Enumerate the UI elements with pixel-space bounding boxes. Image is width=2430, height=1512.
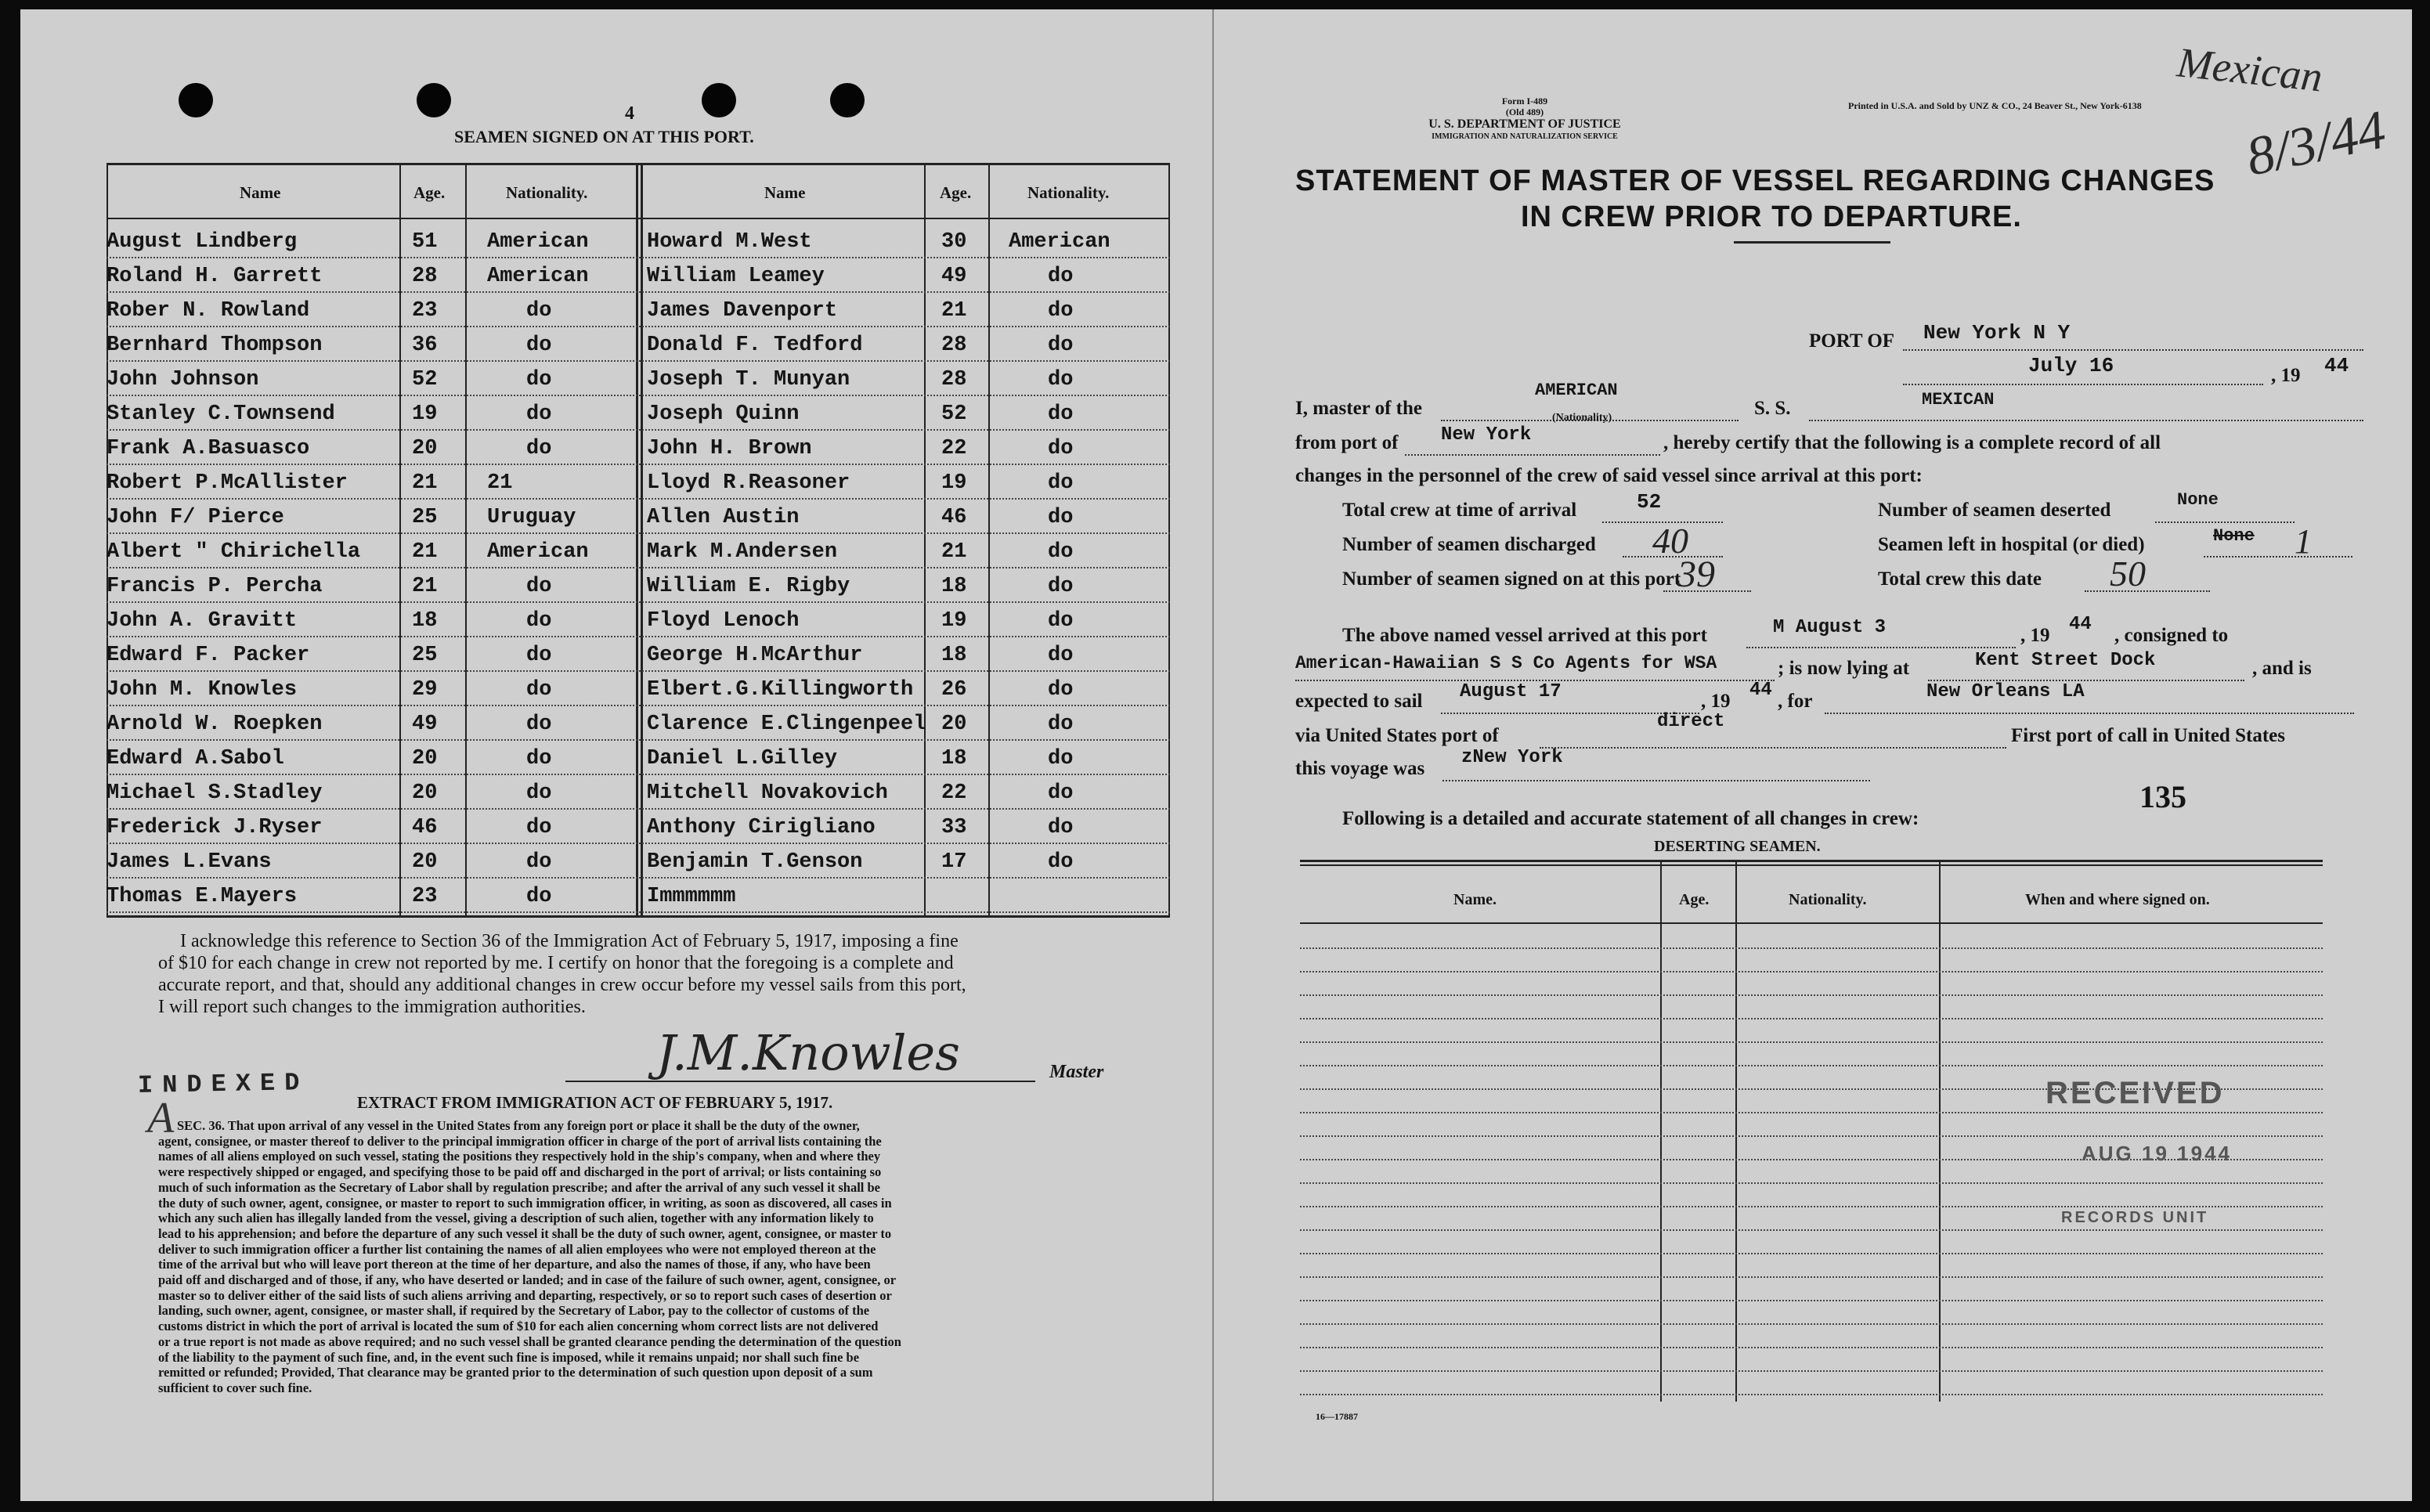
desert-header-signed-on: When and where signed on. <box>2025 891 2210 908</box>
first-port-label: First port of call in United States <box>2011 725 2285 746</box>
crew-age: 52 <box>412 368 438 392</box>
crew-nationality: do <box>1048 781 1074 805</box>
crew-name: William Leamey <box>647 265 825 288</box>
extract-line: lead to his apprehension; and before the departure of any such vessel it shall be the duty of such owner, agent, consignee, or master to <box>158 1225 892 1241</box>
crew-name: Mitchell Novakovich <box>647 781 888 805</box>
crew-name: James L.Evans <box>107 850 272 874</box>
handwritten-date: 8/3/44 <box>2240 99 2391 188</box>
crew-age: 21 <box>412 575 438 598</box>
extract-line: customs district in which the port of arrival is located the sum of $10 for each alien concerning whom correct lists are not delivered <box>158 1319 879 1334</box>
column-header-name: Name <box>240 183 281 202</box>
row-rule <box>107 360 1170 362</box>
punch-hole <box>417 83 451 117</box>
printer-note: Printed in U.S.A. and Sold by UNZ & CO., 24 Beaver St., New York-6138 <box>1848 100 2142 111</box>
extract-title: EXTRACT FROM IMMIGRATION ACT OF FEBRUARY 5, 1917. <box>357 1093 833 1112</box>
crew-name: Mark M.Andersen <box>647 540 838 564</box>
row-rule <box>107 877 1170 879</box>
crew-age: 19 <box>941 471 967 495</box>
crew-name: Lloyd R.Reasoner <box>647 471 850 495</box>
crew-age: 19 <box>412 402 438 426</box>
crew-name: James Davenport <box>647 299 838 323</box>
arrived-label: The above named vessel arrived at this port <box>1342 625 1707 646</box>
acknowledgement-line: accurate report, and that, should any additional changes in crew occur before my vessel sails from this port, <box>158 975 966 995</box>
desert-row-rule <box>1300 1276 2323 1278</box>
crew-age: 49 <box>412 713 438 736</box>
crew-age: 52 <box>941 402 967 426</box>
deserting-table <box>1300 860 2323 1402</box>
voyage-label: this voyage was <box>1295 758 1425 779</box>
crew-age: 18 <box>941 644 967 667</box>
crew-name: George H.McArthur <box>647 644 863 667</box>
crew-nationality: do <box>526 816 552 839</box>
row-rule <box>107 395 1170 396</box>
hospital-label: Seamen left in hospital (or died) <box>1878 534 2145 555</box>
port-label: PORT OF <box>1809 330 1895 352</box>
expected-label: expected to sail <box>1295 691 1423 712</box>
crew-nationality: do <box>1048 368 1074 392</box>
crew-nationality: do <box>1048 644 1074 667</box>
crew-nationality: do <box>1048 471 1074 495</box>
crew-name: August Lindberg <box>107 230 298 254</box>
extract-line: were respectively shipped or engaged, and specifying those to be paid off and discharged in the port of arrival; or lists containing so <box>158 1164 882 1180</box>
deserted-label: Number of seamen deserted <box>1878 500 2111 521</box>
extract-line: master so to deliver either of the said lists of such aliens arriving and departing, respectively, or so to report such cases of desertion or <box>158 1287 892 1303</box>
extract-line: time of the arrival but who will leave port thereon at the time of her departure, and also the names of those, if any, who have been <box>158 1257 871 1272</box>
extract-line: much of such information as the Secretary of Labor shall by regulation prescribe; and after the arrival of any such vessel it shall be <box>158 1179 880 1195</box>
crew-nationality: do <box>1048 575 1074 598</box>
crew-age: 29 <box>412 678 438 702</box>
crew-age: 23 <box>412 885 438 908</box>
row-rule <box>107 601 1170 603</box>
from-port-value: New York <box>1441 424 1532 446</box>
acknowledgement-line: I will report such changes to the immigration authorities. <box>158 997 586 1017</box>
crew-name: Anthony Cirigliano <box>647 816 876 839</box>
discharged-value: 40 <box>1652 521 1688 561</box>
crew-age: 21 <box>412 471 438 495</box>
expected-value: August 17 <box>1460 681 1562 702</box>
deserted-value: None <box>2177 490 2219 510</box>
row-rule <box>107 429 1170 431</box>
crew-age: 18 <box>412 609 438 633</box>
margin-mark: A <box>147 1094 175 1142</box>
punch-hole <box>702 83 736 117</box>
crew-age: 28 <box>412 265 438 288</box>
crew-name: John F/ Pierce <box>107 506 284 529</box>
crew-nationality: do <box>526 747 552 770</box>
crew-name: Bernhard Thompson <box>107 334 323 357</box>
crew-name: Rober N. Rowland <box>107 299 310 323</box>
form-header <box>1380 96 1670 143</box>
crew-nationality: do <box>1048 334 1074 357</box>
crew-nationality: do <box>526 885 552 908</box>
arrived-year-prefix: , 19 <box>2020 625 2050 646</box>
extract-line: which any such alien has illegally landed from the vessel, giving a description of such alien, together with any information likely to <box>158 1211 874 1226</box>
nationality-caption: (Nationality) <box>1552 412 1612 424</box>
destination-field <box>1825 689 2354 714</box>
crew-name: John M. Knowles <box>107 678 298 702</box>
crew-nationality: do <box>526 368 552 392</box>
crew-nationality: do <box>526 402 552 426</box>
crew-age: 20 <box>412 781 438 805</box>
left-page <box>20 9 1212 1501</box>
crew-age: 20 <box>412 850 438 874</box>
crew-age: 26 <box>941 678 967 702</box>
arrived-year: 44 <box>2069 614 2092 635</box>
crew-name: John A. Gravitt <box>107 609 298 633</box>
crew-nationality: American <box>487 230 589 254</box>
crew-age: 25 <box>412 644 438 667</box>
punch-hole <box>830 83 865 117</box>
crew-name: Thomas E.Mayers <box>107 885 298 908</box>
crew-name: Elbert.G.Killingworth <box>647 678 914 702</box>
crew-nationality: do <box>1048 678 1074 702</box>
ship-field <box>1809 396 2363 421</box>
acknowledgement-line: I acknowledge this reference to Section 36 of the Immigration Act of February 5, 1917, imposing a fine <box>180 931 959 951</box>
desert-row-rule <box>1300 1112 2323 1113</box>
desert-row-rule <box>1300 1347 2323 1348</box>
desert-header-name: Name. <box>1453 891 1497 908</box>
crew-nationality: American <box>1009 230 1110 254</box>
hospital-struck: None <box>2213 526 2255 546</box>
master-of-label: I, master of the <box>1295 398 1422 419</box>
footer-code: 16—17887 <box>1316 1411 1358 1422</box>
master-label: Master <box>1049 1062 1104 1082</box>
signed-on-label: Number of seamen signed on at this port <box>1342 568 1681 590</box>
extract-text <box>158 1118 1175 1396</box>
crew-age: 46 <box>941 506 967 529</box>
crew-age: 49 <box>941 265 967 288</box>
crew-nationality: do <box>1048 299 1074 323</box>
crew-nationality: do <box>526 437 552 460</box>
extract-line: remitted or refunded; Provided, That clearance may be granted prior to the determination of such question upon deposit of a sum <box>158 1365 873 1380</box>
crew-nationality: do <box>1048 747 1074 770</box>
desert-row-rule <box>1300 971 2323 973</box>
crew-name: Michael S.Stadley <box>107 781 323 805</box>
crew-name: William E. Rigby <box>647 575 850 598</box>
row-rule <box>107 257 1170 258</box>
crew-name: Frank A.Basuasco <box>107 437 310 460</box>
total-crew-arrival: 52 <box>1637 490 1662 514</box>
extract-line: the duty of such owner, agent, consignee, or master to report to such immigration officer, in writing, as soon as discovered, all cases in <box>158 1195 892 1211</box>
crew-age: 30 <box>941 230 967 254</box>
crew-nationality: 21 <box>487 471 513 495</box>
received-stamp: RECEIVED <box>2045 1076 2225 1110</box>
crew-nationality: Uruguay <box>487 506 576 529</box>
extract-line: SEC. 36. That upon arrival of any vessel in the United States from any foreign port or place it shall be the duty of the owner, <box>177 1118 860 1133</box>
date-value: July 16 <box>2028 354 2114 377</box>
crew-nationality: do <box>526 678 552 702</box>
crew-age: 21 <box>941 540 967 564</box>
lying-value: Kent Street Dock <box>1975 650 2156 671</box>
form-title-line2: IN CREW PRIOR TO DEPARTURE. <box>1521 200 2022 233</box>
crew-name: Francis P. Percha <box>107 575 323 598</box>
total-this-date-label: Total crew this date <box>1878 568 2042 590</box>
row-rule <box>107 532 1170 534</box>
crew-name: Benjamin T.Genson <box>647 850 863 874</box>
crew-name: John Johnson <box>107 368 259 392</box>
row-rule <box>107 291 1170 293</box>
crew-name: Howard M.West <box>647 230 812 254</box>
desert-row-rule <box>1300 1300 2323 1301</box>
total-this-date-field <box>2085 567 2210 592</box>
department: U. S. DEPARTMENT OF JUSTICE <box>1428 117 1621 131</box>
year-value: 44 <box>2324 354 2349 377</box>
crew-name: Edward F. Packer <box>107 644 310 667</box>
row-rule <box>107 774 1170 775</box>
crew-name: Immmmmm <box>647 885 736 908</box>
desert-header-age: Age. <box>1679 891 1710 908</box>
extract-line: of the liability to the payment of such fine, and, in the event such fine is imposed, while it remains unpaid; nor shall such fine be <box>158 1349 860 1365</box>
discharged-label: Number of seamen discharged <box>1342 534 1596 555</box>
and-is-label: , and is <box>2252 658 2312 679</box>
expected-year-prefix: , 19 <box>1701 691 1731 712</box>
row-rule <box>107 636 1170 637</box>
column-header-age: Age. <box>413 183 446 202</box>
consigned-label: , consigned to <box>2114 625 2229 646</box>
form-title-line1: STATEMENT OF MASTER OF VESSEL REGARDING CHANGES <box>1295 164 2215 197</box>
row-rule <box>107 843 1170 844</box>
row-rule <box>107 808 1170 810</box>
crew-nationality: do <box>1048 265 1074 288</box>
crew-nationality: do <box>526 609 552 633</box>
extract-line: paid off and discharged and of those, if any, who have deserted or landed; and in case of the failure of such owner, agent, consignee, or <box>158 1272 897 1288</box>
from-port-label: from port of <box>1295 432 1399 453</box>
crew-nationality: do <box>526 713 552 736</box>
crew-nationality: do <box>526 299 552 323</box>
row-rule <box>107 326 1170 327</box>
crew-nationality: do <box>1048 402 1074 426</box>
desert-row-rule <box>1300 1182 2323 1184</box>
via-label: via United States port of <box>1295 725 1499 746</box>
page-title: SEAMEN SIGNED ON AT THIS PORT. <box>454 127 754 146</box>
desert-row-rule <box>1300 947 2323 949</box>
handwritten-note: Mexican <box>2175 38 2325 101</box>
ship-name: MEXICAN <box>1922 390 1995 410</box>
crew-age: 28 <box>941 334 967 357</box>
year-prefix: , 19 <box>2271 365 2301 386</box>
consignee: American-Hawaiian S S Co Agents for WSA <box>1295 653 1717 673</box>
desert-header-nationality: Nationality. <box>1789 891 1867 908</box>
row-rule <box>107 705 1170 706</box>
following-text: Following is a detailed and accurate statement of all changes in crew: <box>1342 808 1919 829</box>
crew-nationality: do <box>526 644 552 667</box>
crew-name: Frederick J.Ryser <box>107 816 323 839</box>
extract-line: names of all aliens employed on such vessel, stating the positions they respectively hold in the ship's company, when and where they <box>158 1149 881 1164</box>
port-value: New York N Y <box>1923 321 2071 345</box>
crew-age: 19 <box>941 609 967 633</box>
crew-nationality: do <box>1048 437 1074 460</box>
crew-age: 18 <box>941 575 967 598</box>
column-header-age: Age. <box>940 183 972 202</box>
certify-text: , hereby certify that the following is a complete record of all <box>1663 432 2161 453</box>
extract-line: or a true report is not made as above required; and no such vessel shall be granted clearance pending the determination of the question <box>158 1333 901 1349</box>
crew-nationality: American <box>487 540 589 564</box>
crew-nationality: do <box>526 334 552 357</box>
total-crew-arrival-label: Total crew at time of arrival <box>1342 500 1577 521</box>
nationality-value: AMERICAN <box>1535 381 1618 400</box>
row-rule <box>107 464 1170 465</box>
desert-row-rule <box>1300 1206 2323 1207</box>
crew-age: 17 <box>941 850 967 874</box>
crew-nationality: American <box>487 265 589 288</box>
crew-age: 23 <box>412 299 438 323</box>
crew-age: 21 <box>412 540 438 564</box>
crew-nationality: do <box>1048 506 1074 529</box>
crew-age: 22 <box>941 437 967 460</box>
crew-age: 36 <box>412 334 438 357</box>
crew-age: 46 <box>412 816 438 839</box>
records-unit: RECORDS UNIT <box>2061 1209 2209 1226</box>
column-header-nationality: Nationality. <box>506 183 588 202</box>
extract-line: landing, such owner, agent, consignee, or master shall, if required by the Secretary of Labor, pay to the collector of customs of the <box>158 1303 870 1319</box>
crew-name: John H. Brown <box>647 437 812 460</box>
crew-name: Edward A.Sabol <box>107 747 284 770</box>
arrived-value: M August 3 <box>1773 617 1887 638</box>
desert-row-rule <box>1300 1018 2323 1019</box>
crew-age: 25 <box>412 506 438 529</box>
hospital-value: 1 <box>2295 522 2312 561</box>
row-rule <box>107 911 1170 913</box>
title-rule <box>1734 241 1890 244</box>
crew-nationality: do <box>1048 713 1074 736</box>
crew-age: 51 <box>412 230 438 254</box>
punch-hole <box>179 83 213 117</box>
crew-name: Roland H. Garrett <box>107 265 323 288</box>
crew-age: 22 <box>941 781 967 805</box>
row-rule <box>107 739 1170 741</box>
extract-line: sufficient to cover such fine. <box>158 1380 312 1395</box>
form-number: Form I-489 <box>1501 96 1548 106</box>
column-header-name: Name <box>764 183 806 202</box>
crew-name: Allen Austin <box>647 506 800 529</box>
via-field <box>1540 724 2006 749</box>
crew-name: Robert P.McAllister <box>107 471 348 495</box>
lying-label: ; is now lying at <box>1778 658 1910 679</box>
desert-row-rule <box>1300 1065 2323 1066</box>
ss-label: S. S. <box>1754 398 1791 419</box>
crew-age: 18 <box>941 747 967 770</box>
desert-row-rule <box>1300 1370 2323 1372</box>
crew-age: 21 <box>941 299 967 323</box>
crew-nationality: do <box>1048 540 1074 564</box>
deserting-title: DESERTING SEAMEN. <box>1654 838 1821 855</box>
crew-name: Stanley C.Townsend <box>107 402 335 426</box>
expected-year: 44 <box>1749 680 1772 701</box>
crew-age: 28 <box>941 368 967 392</box>
crew-age: 20 <box>412 747 438 770</box>
destination: New Orleans LA <box>1926 681 2085 702</box>
column-header-nationality: Nationality. <box>1027 183 1110 202</box>
document-number: 135 <box>2139 779 2186 814</box>
desert-row-rule <box>1300 1253 2323 1254</box>
page-number: 4 <box>625 103 634 124</box>
crew-nationality: do <box>526 781 552 805</box>
crew-age: 20 <box>412 437 438 460</box>
crew-name: Albert " Chirichella <box>107 540 361 564</box>
deserted-field <box>2155 498 2295 523</box>
crew-nationality: do <box>1048 609 1074 633</box>
form-old: (Old 489) <box>1505 106 1544 117</box>
desert-row-rule <box>1300 1394 2323 1395</box>
received-date: AUG 19 1944 <box>2082 1142 2232 1165</box>
desert-row-rule <box>1300 1229 2323 1231</box>
crew-nationality: do <box>1048 816 1074 839</box>
crew-name: Floyd Lenoch <box>647 609 800 633</box>
signature-line <box>565 1081 1035 1082</box>
extract-line: deliver to such immigration officer a further list containing the names of all alien employees who were not employed thereon at the <box>158 1241 876 1257</box>
acknowledgement-line: of $10 for each change in crew not reported by me. I certify on honor that the foregoing is a complete and <box>158 953 954 973</box>
indexed-stamp: INDEXED <box>137 1068 309 1100</box>
voyage-value: zNew York <box>1461 747 1563 768</box>
for-label: , for <box>1778 691 1813 712</box>
row-rule <box>107 498 1170 500</box>
desert-row-rule <box>1300 1135 2323 1137</box>
right-page <box>1212 9 2412 1501</box>
row-rule <box>107 670 1170 672</box>
changes-text: changes in the personnel of the crew of said vessel since arrival at this port: <box>1295 465 1923 486</box>
crew-age: 33 <box>941 816 967 839</box>
master-signature: J.M.Knowles <box>656 1024 960 1081</box>
service: IMMIGRATION AND NATURALIZATION SERVICE <box>1432 132 1618 141</box>
desert-row-rule <box>1300 1323 2323 1325</box>
extract-line: agent, consignee, or master thereof to deliver to the principal immigration officer in charge of the port of arrival lists containing the <box>158 1133 882 1149</box>
crew-name: Arnold W. Roepken <box>107 713 323 736</box>
crew-name: Joseph T. Munyan <box>647 368 850 392</box>
crew-nationality: do <box>526 850 552 874</box>
consignee-field <box>1295 656 1775 681</box>
row-rule <box>107 567 1170 568</box>
desert-row-rule <box>1300 994 2323 996</box>
crew-age: 20 <box>941 713 967 736</box>
crew-nationality: do <box>526 575 552 598</box>
crew-name: Joseph Quinn <box>647 402 800 426</box>
desert-row-rule <box>1300 1041 2323 1043</box>
signed-on-value: 39 <box>1677 554 1715 595</box>
crew-name: Donald F. Tedford <box>647 334 863 357</box>
crew-nationality: do <box>1048 850 1074 874</box>
crew-name: Clarence E.Clingenpeel <box>647 713 926 736</box>
crew-name: Daniel L.Gilley <box>647 747 838 770</box>
via-value: direct <box>1657 711 1725 732</box>
total-this-date-value: 50 <box>2110 554 2146 594</box>
crew-table <box>107 163 1170 918</box>
